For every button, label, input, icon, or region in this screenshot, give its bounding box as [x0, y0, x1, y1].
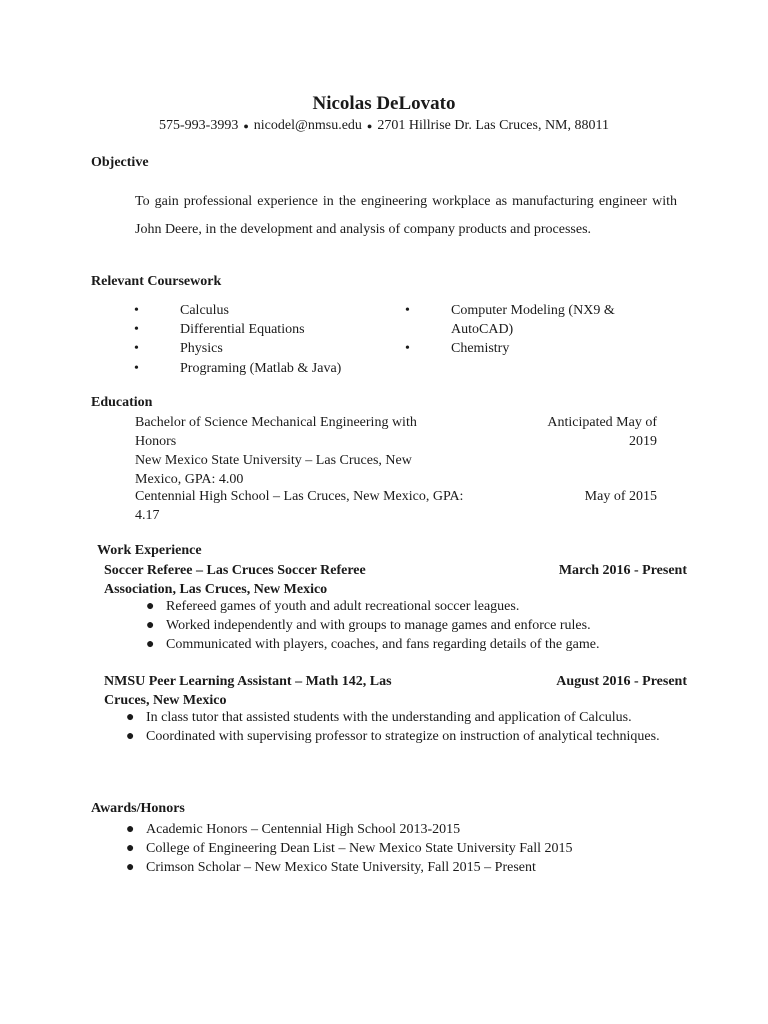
education-degree: Bachelor of Science Mechanical Engineering with Honors: [135, 415, 417, 449]
education-heading: Education: [91, 395, 153, 410]
bullet: •: [405, 303, 410, 318]
resume-name: Nicolas DeLovato: [312, 93, 456, 114]
phone-number: 575-993-3993: [159, 118, 239, 133]
bullet: •: [134, 360, 139, 376]
bullet: •: [134, 303, 139, 318]
list-item: ● Academic Honors – Centennial High School 2013-2015: [120, 820, 680, 839]
bullet: •: [134, 341, 139, 357]
bullet: ●: [146, 637, 155, 653]
coursework-list-left: [134, 301, 384, 378]
list-item: ● Crimson Scholar – New Mexico State University, Fall 2015 – Present: [120, 858, 680, 877]
bullet: ●: [126, 841, 135, 857]
objective-text: To gain professional experience in the engineering workplace as manufacturing engineer with John Deere, in the development and analysis of company products and processes.: [135, 194, 677, 237]
job-title: Soccer Referee – Las Cruces Soccer Referee Association, Las Cruces, New Mexico: [104, 563, 366, 597]
street-address: 2701 Hillrise Dr. Las Cruces, NM, 88011: [377, 118, 609, 133]
job-title: NMSU Peer Learning Assistant – Math 142, Las Cruces, New Mexico: [104, 674, 392, 708]
bullet: ●: [126, 710, 135, 725]
job-bullets: [120, 708, 660, 746]
separator-dot: ●: [243, 120, 249, 131]
list-item: ● Coordinated with supervising professor to strategize on instruction of analytical techniques.: [120, 727, 660, 746]
bullet: ●: [146, 618, 155, 634]
job-date: March 2016 - Present: [558, 563, 687, 578]
email-address: nicodel@nmsu.edu: [253, 118, 362, 133]
list-item: ● College of Engineering Dean List – New Mexico State University Fall 2015: [120, 839, 680, 858]
education-high-school: Centennial High School – Las Cruces, New Mexico, GPA: 4.17: [135, 489, 464, 523]
bullet: ●: [126, 729, 135, 745]
contact-line: [0, 118, 768, 134]
coursework-list-right: [405, 301, 645, 359]
list-item: ● Refereed games of youth and adult recreational soccer leagues.: [140, 597, 700, 616]
work-heading: Work Experience: [97, 543, 202, 558]
list-item: • Calculus: [134, 301, 384, 320]
bullet: ●: [126, 860, 135, 876]
education-degree-date: Anticipated May of 2019: [547, 415, 657, 449]
separator-dot: ●: [366, 120, 373, 131]
list-item: • Programing (Matlab & Java): [134, 359, 384, 378]
bullet: ●: [146, 599, 155, 614]
awards-list: [120, 820, 680, 878]
bullet: ●: [126, 822, 135, 837]
coursework-heading: Relevant Coursework: [91, 274, 222, 289]
job-bullets: [140, 597, 700, 655]
list-item: • Computer Modeling (NX9 & AutoCAD): [405, 303, 615, 338]
list-item: ● Communicated with players, coaches, and fans regarding details of the game.: [140, 635, 700, 654]
list-item: • Differential Equations: [134, 320, 384, 339]
list-item: ● In class tutor that assisted students with the understanding and application of Calculus.: [120, 708, 660, 727]
list-item: • Physics: [134, 339, 384, 358]
awards-heading: Awards/Honors: [91, 801, 185, 816]
objective-heading: Objective: [91, 155, 149, 170]
bullet: •: [134, 322, 139, 338]
education-university: New Mexico State University – Las Cruces, New Mexico, GPA: 4.00: [135, 453, 412, 487]
list-item: ● Worked independently and with groups to manage games and enforce rules.: [140, 616, 700, 635]
job-date: August 2016 - Present: [556, 674, 687, 689]
bullet: •: [405, 341, 410, 357]
list-item: • Chemistry: [405, 339, 645, 358]
education-high-school-date: May of 2015: [584, 489, 657, 504]
